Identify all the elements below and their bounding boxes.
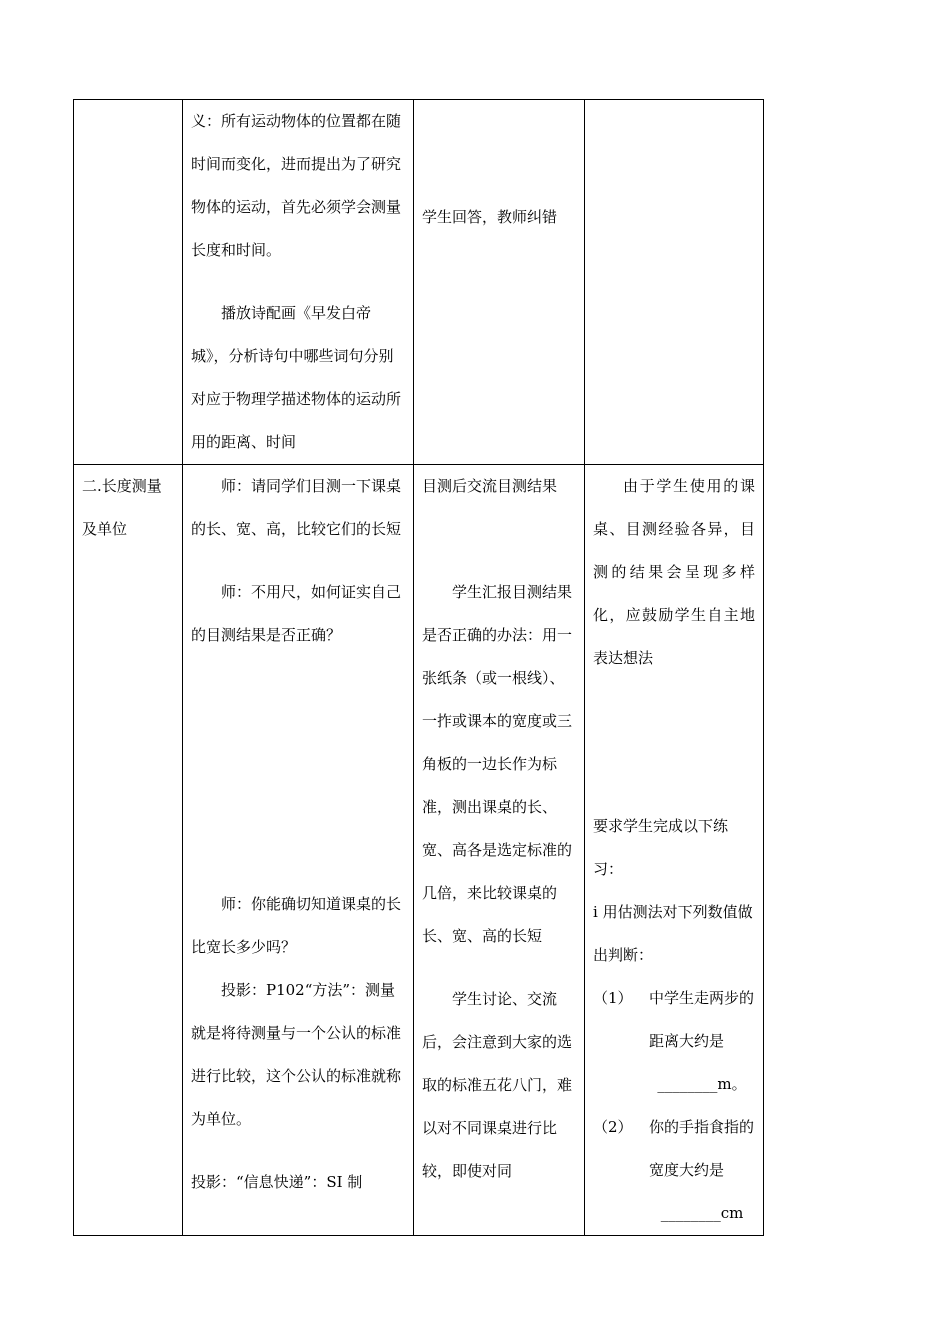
table-row <box>74 100 764 465</box>
exercise-blank: ________cm <box>660 1204 744 1222</box>
teacher-activity-cell <box>183 100 414 465</box>
stage-text: 二.长度测量及单位 <box>82 477 162 538</box>
notes-cell <box>585 100 764 465</box>
teacher-paragraph: 投影：P102“方法”：测量就是将待测量与一个公认的标准进行比较，这个公认的标准就称为单位。 <box>191 981 402 1128</box>
teacher-paragraph: 师：不用尺，如何证实自己的目测结果是否正确？ <box>191 583 402 644</box>
teacher-paragraph: 投影：“信息快递”：SI 制 <box>191 1173 363 1191</box>
student-paragraph: 学生讨论、交流后，会注意到大家的选取的标准五花八门，难以对不同课桌进行比较，即使对同 <box>422 990 573 1180</box>
exercise-text: 中学生走两步的距离大约是 <box>649 989 755 1050</box>
notes-task: 要求学生完成以下练习： <box>593 817 729 878</box>
exercise-number: （1） <box>593 989 633 1007</box>
notes-method: i 用估测法对下列数值做出判断： <box>593 903 753 964</box>
table-row <box>74 465 764 1236</box>
stage-cell <box>74 100 183 465</box>
student-paragraph: 学生回答，教师纠错 <box>422 208 558 226</box>
teacher-paragraph: 师：请同学们目测一下课桌的长、宽、高，比较它们的长短 <box>191 477 402 538</box>
notes-intro: 由于学生使用的课桌、目测经验各异，目测的结果会呈现多样化，应鼓励学生自主地表达想法 <box>593 477 755 667</box>
student-activity-cell <box>414 100 585 465</box>
notes-cell <box>585 465 764 1236</box>
exercise-text: 你的手指食指的宽度大约是 <box>649 1118 755 1179</box>
student-paragraph: 学生汇报目测结果是否正确的办法：用一张纸条（或一根线）、一拃或课本的宽度或三角板的一边长作为标准，测出课桌的长、宽、高各是选定标准的几倍，来比较课桌的长、宽、高的长短 <box>422 583 573 945</box>
teacher-activity-cell <box>183 465 414 1236</box>
exercise-blank: ________m。 <box>657 1075 747 1093</box>
teacher-paragraph: 义：所有运动物体的位置都在随时间而变化，进而提出为了研究物体的运动，首先必须学会测量长度和时间。 <box>191 112 402 259</box>
student-paragraph: 目测后交流目测结果 <box>422 477 558 495</box>
teacher-paragraph: 播放诗配画《早发白帝城》，分析诗句中哪些词句分别对应于物理学描述物体的运动所用的距离、时间 <box>191 304 402 451</box>
lesson-plan-table <box>73 99 764 1236</box>
teacher-paragraph: 师：你能确切知道课桌的长比宽长多少吗？ <box>191 895 402 956</box>
exercise-item <box>593 977 755 1106</box>
exercise-item <box>593 1106 755 1235</box>
exercise-number: （2） <box>593 1118 633 1136</box>
stage-cell <box>74 465 183 1236</box>
student-activity-cell <box>414 465 585 1236</box>
